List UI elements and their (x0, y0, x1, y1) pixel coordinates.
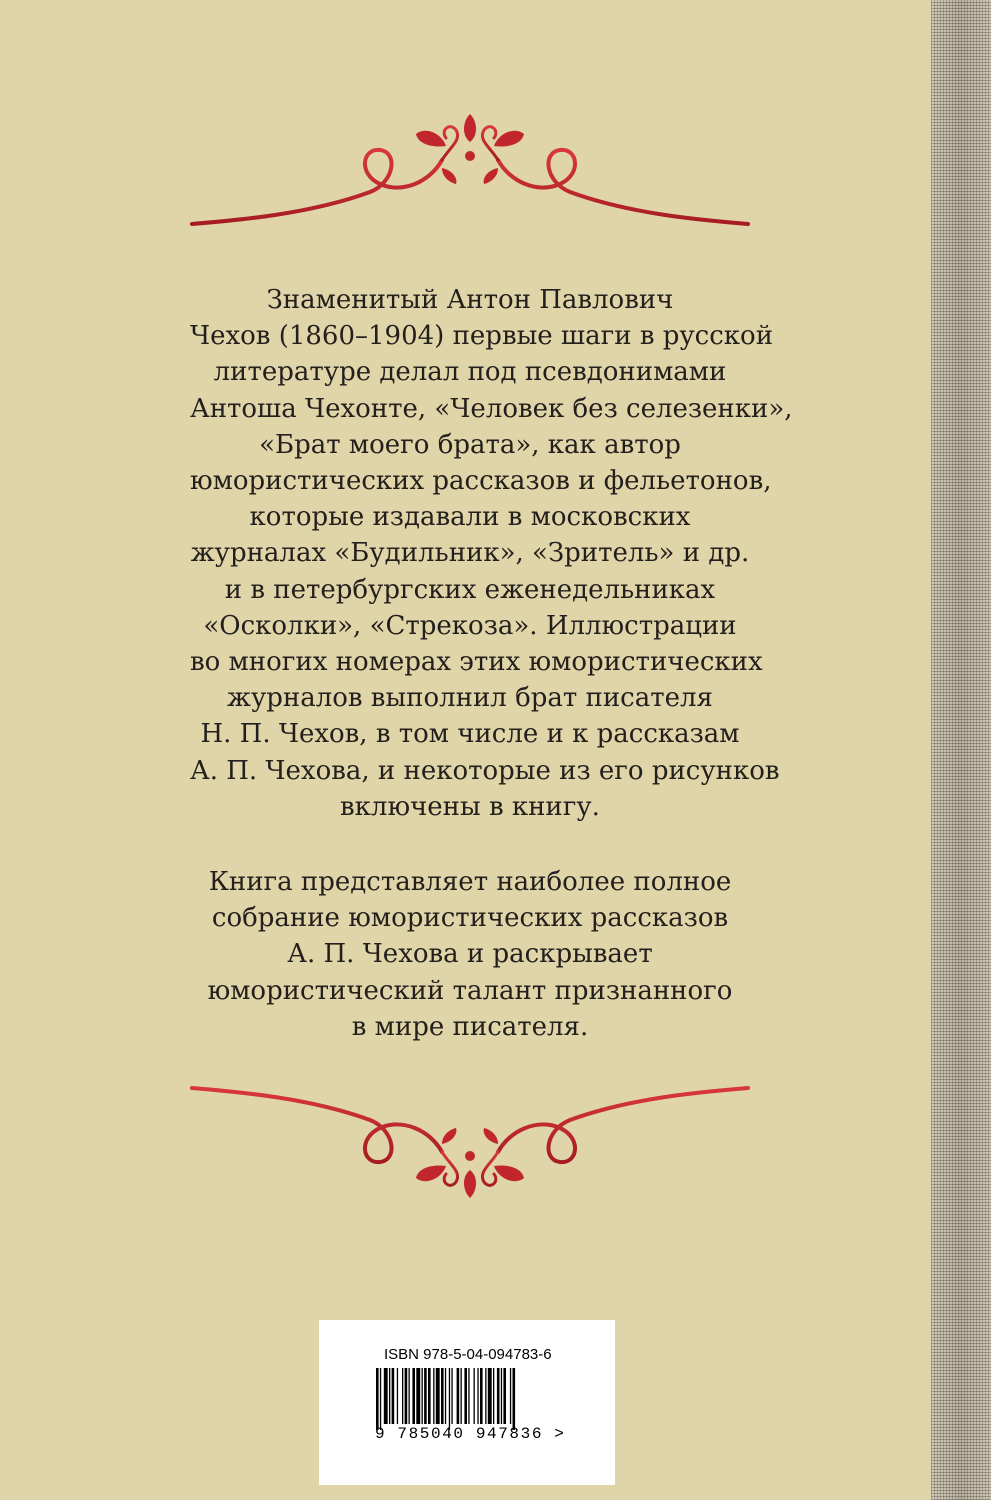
text-line: в мире писателя. (351, 1011, 589, 1042)
barcode-bar (503, 1368, 506, 1424)
description-paragraph-2 (190, 864, 750, 1045)
text-line: А. П. Чехова и раскрывает (287, 939, 653, 970)
barcode-bar (468, 1368, 469, 1424)
text-line: журналах «Будильник», «Зритель» и др. (190, 538, 750, 569)
barcode-bar (510, 1368, 511, 1424)
barcode-bar (392, 1368, 395, 1424)
barcode-bar (422, 1368, 423, 1424)
barcode-bar (441, 1368, 444, 1424)
text-line: Н. П. Чехов, в том числе и к рассказам (200, 719, 740, 750)
barcode-bar (513, 1368, 516, 1430)
text-line: Чехов (1860–1904) первые шаги в русской (190, 321, 774, 352)
text-line: юмористических рассказов и фельетонов, (190, 466, 772, 497)
barcode-bar (376, 1368, 379, 1430)
barcode-bar (451, 1368, 452, 1424)
text-line: «Брат моего брата», как автор (259, 429, 681, 460)
text-line: «Осколки», «Стрекоза». Иллюстрации (203, 610, 737, 641)
barcode-bar (480, 1368, 483, 1424)
barcode-bar (397, 1368, 398, 1424)
text-line: и в петербургских еженедельниках (224, 574, 716, 605)
barcode-bar (402, 1368, 403, 1424)
bottom-ornament-flourish-icon (180, 1080, 760, 1200)
isbn-label: ISBN 978-5-04-094783-6 (384, 1346, 552, 1363)
text-line: А. П. Чехова, и некоторые из его рисунков (190, 755, 780, 786)
barcode-bar (445, 1368, 446, 1424)
barcode-bar (485, 1368, 486, 1424)
barcode-bar (493, 1368, 494, 1424)
text-line: включены в книгу. (340, 791, 600, 822)
barcode-bar (474, 1368, 475, 1424)
barcode-bar (436, 1368, 440, 1424)
barcode-bar (416, 1368, 420, 1424)
barcode-bars (374, 1368, 564, 1430)
text-line: во многих номерах этих юмористических (190, 647, 763, 678)
barcode-bar (488, 1368, 492, 1424)
barcode-bar (501, 1368, 502, 1424)
barcode-bar (449, 1368, 450, 1430)
text-line: Книга представляет наиболее полное (208, 867, 732, 897)
description-paragraph-1 (190, 282, 793, 825)
barcode-digits: 9 785040 947836 > (375, 1425, 566, 1443)
barcode-bar (405, 1368, 408, 1424)
text-line: литературе делал под псевдонимами (213, 357, 727, 388)
text-line: которые издавали в московских (249, 502, 691, 533)
barcode-bar (461, 1368, 462, 1424)
barcode-panel (319, 1320, 615, 1485)
barcode-bar (477, 1368, 478, 1424)
barcode-bar (409, 1368, 410, 1424)
barcode-bar (389, 1368, 390, 1424)
text-line: собрание юмористических рассказов (211, 903, 729, 934)
text-line: юмористический талант признанного (207, 975, 733, 1006)
top-ornament-flourish-icon (180, 112, 760, 232)
barcode-bar (457, 1368, 460, 1424)
text-line: Знаменитый Антон Павлович (266, 285, 674, 315)
barcode-bar (380, 1368, 381, 1430)
barcode-bar (428, 1368, 431, 1424)
barcode-bar (412, 1368, 415, 1424)
barcode-bar (424, 1368, 427, 1424)
barcode-bar (497, 1368, 500, 1424)
linen-spine-texture (931, 0, 991, 1500)
text-line: журналов выполнил брат писателя (227, 683, 713, 714)
barcode-bar (384, 1368, 388, 1424)
barcode-bar (464, 1368, 467, 1424)
text-line: Антоша Чехонте, «Человек без селезенки», (190, 393, 793, 424)
barcode-bar (433, 1368, 434, 1424)
